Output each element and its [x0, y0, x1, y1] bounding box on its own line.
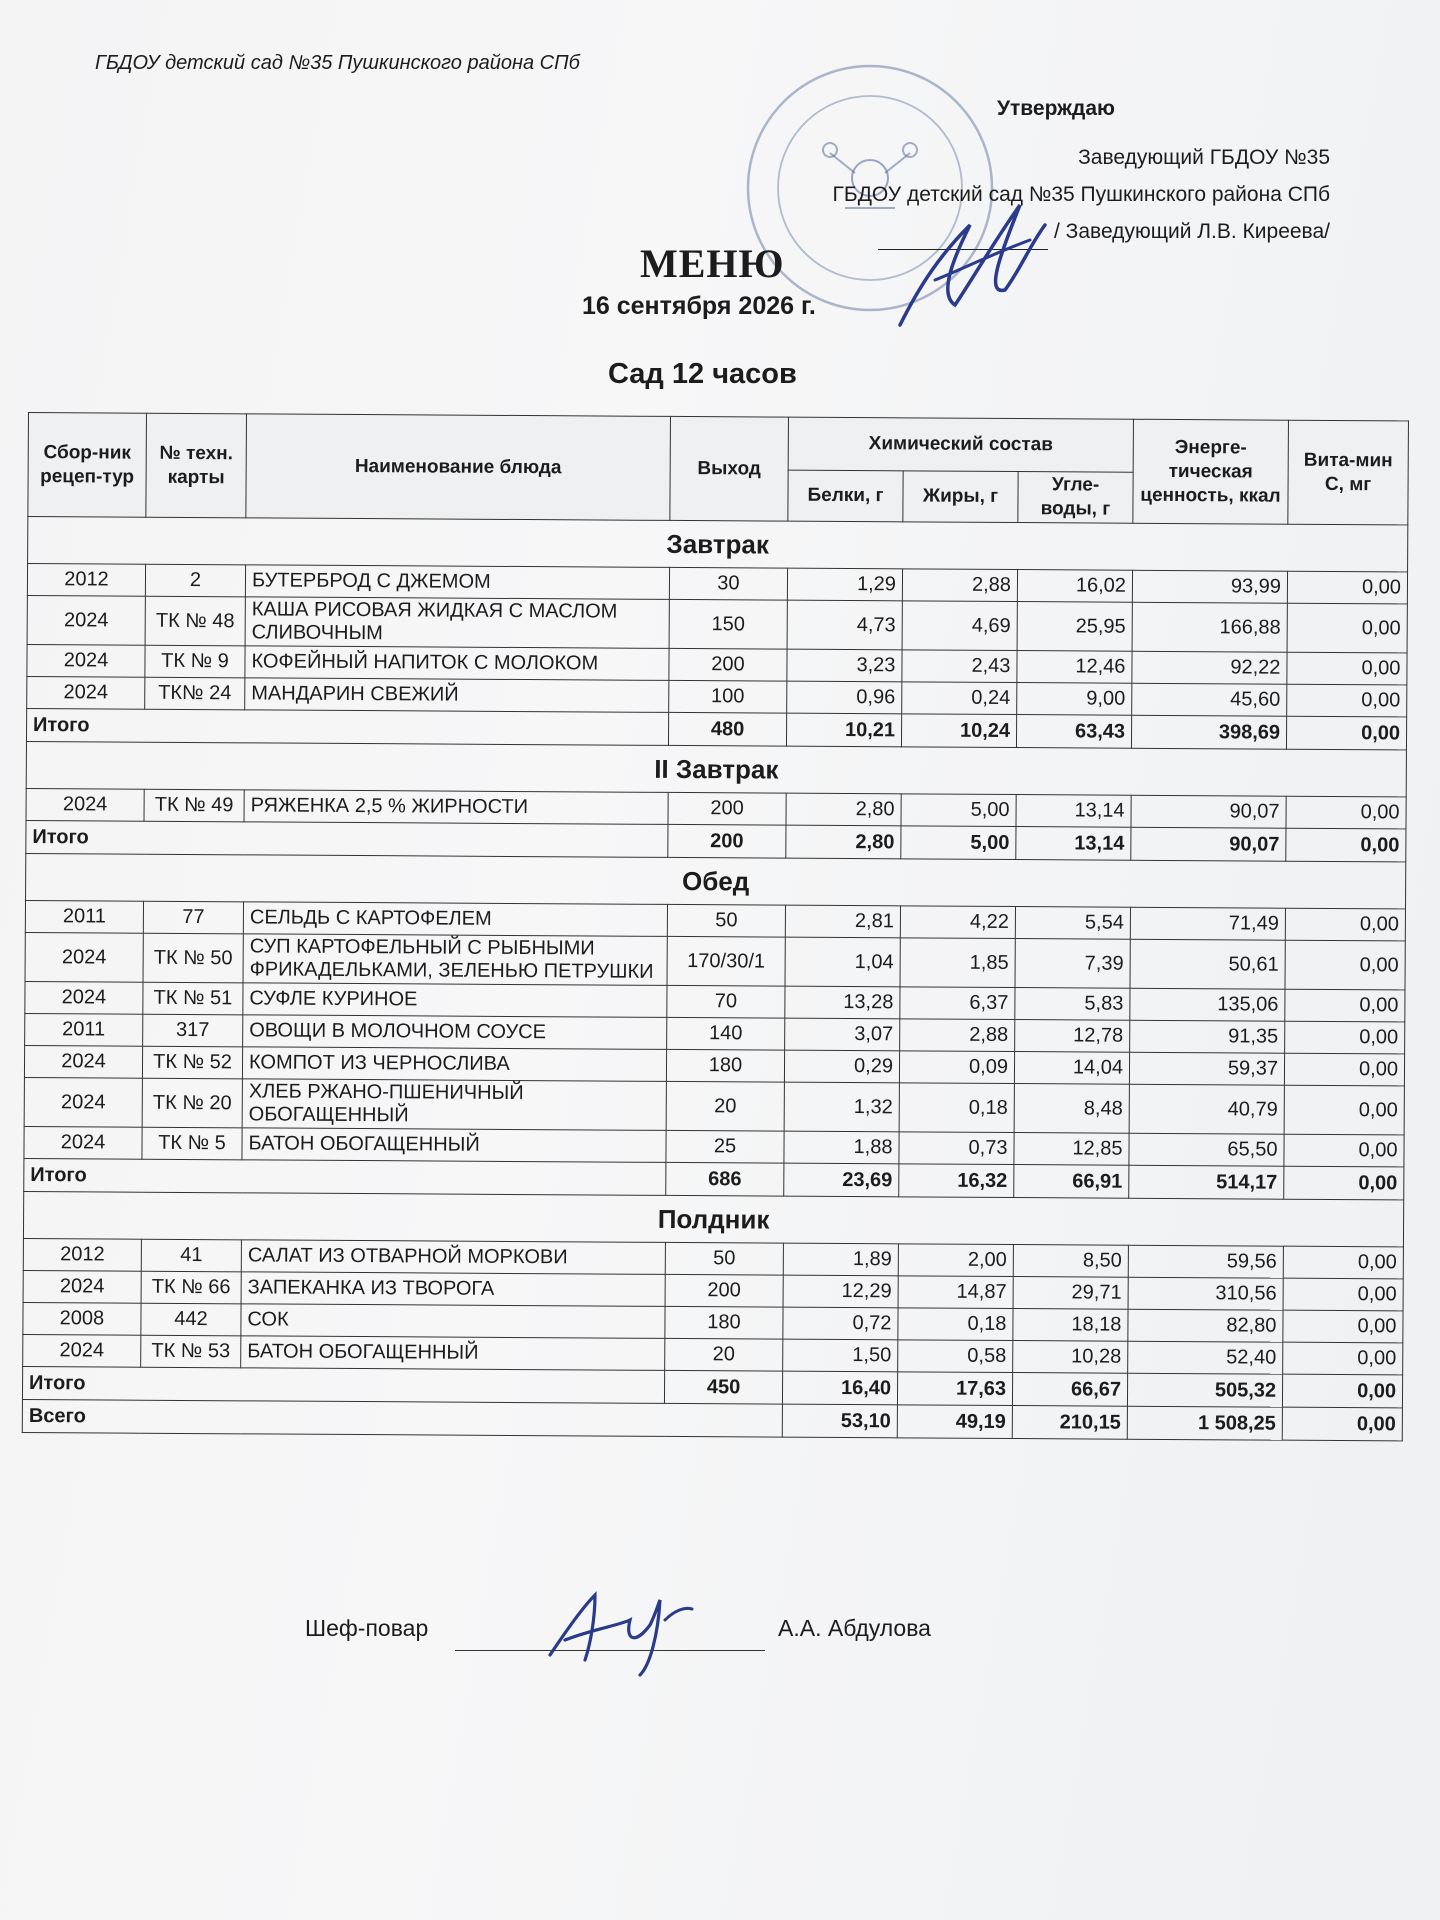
col-chem: Химический состав	[788, 417, 1133, 472]
cell-dish: БАТОН ОБОГАЩЕННЫЙ	[241, 1336, 665, 1371]
cell-collection: 2024	[27, 676, 145, 709]
table-header	[28, 413, 1409, 525]
table-body	[22, 517, 1408, 1441]
cell-carbs: 66,91	[1014, 1165, 1129, 1199]
cell-carbs: 210,15	[1012, 1406, 1127, 1440]
total-label: Итого	[24, 1158, 666, 1195]
cell-dish: БУТЕРБРОД С ДЖЕМОМ	[245, 565, 669, 600]
section-row	[28, 517, 1408, 572]
cell-fat: 0,58	[898, 1340, 1013, 1373]
cell-collection: 2024	[23, 1270, 141, 1303]
cell-fat: 4,22	[900, 906, 1015, 939]
cell-card: ТК № 52	[142, 1046, 242, 1079]
cell-collection: 2024	[27, 595, 145, 645]
section-title: Завтрак	[28, 517, 1408, 572]
approver-name: / Заведующий Л.В. Киреева/	[1054, 220, 1330, 243]
total-label: Итого	[22, 1366, 664, 1403]
cell-fat: 0,18	[899, 1083, 1014, 1133]
cell-energy: 93,99	[1132, 570, 1287, 603]
menu-date: 16 сентября 2026 г.	[582, 292, 816, 320]
cell-carbs: 10,28	[1013, 1341, 1128, 1374]
cell-yield: 200	[668, 792, 786, 825]
grand-total-label: Всего	[22, 1399, 782, 1437]
cell-yield: 200	[668, 824, 786, 858]
cell-card: ТК № 48	[145, 596, 245, 646]
col-vitamin: Вита-мин С, мг	[1288, 420, 1409, 525]
cell-carbs: 7,39	[1015, 939, 1130, 989]
cell-carbs: 5,54	[1015, 907, 1130, 940]
cell-card: 41	[141, 1239, 241, 1272]
cell-vitamin: 0,00	[1286, 796, 1406, 829]
approve-title: Утверждаю	[996, 97, 1115, 120]
cell-protein: 2,81	[785, 905, 900, 938]
cell-yield: 20	[665, 1338, 783, 1371]
cell-yield: 200	[665, 1274, 783, 1307]
cell-dish: СУФЛЕ КУРИНОЕ	[243, 983, 667, 1018]
cell-energy: 82,80	[1128, 1309, 1283, 1342]
cell-vitamin: 0,00	[1284, 1166, 1404, 1200]
cell-carbs: 9,00	[1017, 683, 1132, 716]
table-row	[27, 595, 1407, 652]
cell-vitamin: 0,00	[1283, 1246, 1403, 1279]
cell-yield: 450	[664, 1370, 782, 1404]
cell-dish: КОМПОТ ИЗ ЧЕРНОСЛИВА	[242, 1047, 666, 1082]
cell-carbs: 14,04	[1014, 1052, 1129, 1085]
cell-yield: 180	[665, 1306, 783, 1339]
cell-yield: 50	[667, 904, 785, 937]
cell-yield: 70	[667, 985, 785, 1018]
cell-energy: 65,50	[1129, 1133, 1284, 1166]
cell-protein: 1,88	[784, 1131, 899, 1164]
total-label: Итого	[26, 820, 668, 857]
section-row	[23, 1191, 1403, 1246]
cell-carbs: 63,43	[1016, 715, 1131, 749]
cell-card: ТК№ 24	[145, 677, 245, 710]
cell-protein: 1,04	[785, 937, 900, 987]
cell-fat: 0,09	[899, 1051, 1014, 1084]
cell-carbs: 12,78	[1015, 1020, 1130, 1053]
cell-yield: 480	[668, 712, 786, 746]
cell-protein: 3,23	[787, 649, 902, 682]
section-title: Обед	[26, 853, 1406, 908]
cell-protein: 0,72	[783, 1307, 898, 1340]
cell-energy: 1 508,25	[1127, 1406, 1282, 1440]
menu-table	[22, 412, 1409, 1441]
cell-fat: 49,19	[897, 1405, 1012, 1439]
cell-protein: 13,28	[785, 986, 900, 1019]
cell-card: ТК № 50	[143, 933, 243, 983]
cell-vitamin: 0,00	[1286, 716, 1406, 750]
cell-energy: 90,07	[1131, 827, 1286, 861]
cell-collection: 2011	[25, 900, 143, 933]
cell-vitamin: 0,00	[1285, 989, 1405, 1022]
cell-dish: ОВОЩИ В МОЛОЧНОМ СОУСЕ	[243, 1015, 667, 1050]
cell-energy: 398,69	[1131, 715, 1286, 749]
cell-protein: 23,69	[784, 1163, 899, 1197]
table-row	[24, 1077, 1404, 1134]
col-card: № техн. карты	[146, 413, 247, 518]
organization-name: ГБДОУ детский сад №35 Пушкинского района СПб	[95, 52, 580, 74]
cell-yield: 50	[665, 1242, 783, 1275]
cell-yield: 200	[669, 648, 787, 681]
cell-dish: ХЛЕБ РЖАНО-ПШЕНИЧНЫЙ ОБОГАЩЕННЫЙ	[242, 1079, 666, 1131]
cell-yield: 30	[669, 567, 787, 600]
cell-vitamin: 0,00	[1283, 1278, 1403, 1311]
cell-carbs: 8,48	[1014, 1084, 1129, 1134]
cell-dish: РЯЖЕНКА 2,5 % ЖИРНОСТИ	[244, 790, 668, 825]
chef-name: А.А. Абдулова	[778, 1615, 931, 1641]
cell-vitamin: 0,00	[1282, 1407, 1402, 1441]
cell-energy: 52,40	[1128, 1341, 1283, 1374]
cell-dish: МАНДАРИН СВЕЖИЙ	[245, 678, 669, 713]
cell-vitamin: 0,00	[1287, 603, 1407, 653]
cell-carbs: 13,14	[1016, 795, 1131, 828]
cell-protein: 0,29	[784, 1050, 899, 1083]
cell-fat: 14,87	[898, 1276, 1013, 1309]
cell-vitamin: 0,00	[1285, 940, 1405, 990]
cell-yield: 170/30/1	[667, 936, 785, 986]
cell-fat: 4,69	[902, 601, 1017, 651]
cell-energy: 45,60	[1132, 683, 1287, 716]
cell-fat: 5,00	[901, 794, 1016, 827]
cell-protein: 12,29	[783, 1275, 898, 1308]
cell-card: 77	[143, 901, 243, 934]
cell-vitamin: 0,00	[1282, 1374, 1402, 1408]
col-yield: Выход	[670, 416, 789, 521]
cell-fat: 16,32	[899, 1164, 1014, 1198]
cell-collection: 2024	[25, 981, 143, 1014]
cell-card: ТК № 66	[141, 1271, 241, 1304]
cell-energy: 505,32	[1127, 1373, 1282, 1407]
cell-protein: 10,21	[786, 713, 901, 747]
approve-line-2: ГБДОУ детский сад №35 Пушкинского района СПб	[832, 183, 1330, 206]
cell-fat: 10,24	[901, 714, 1016, 748]
col-dish: Наименование блюда	[246, 414, 671, 521]
cell-card: 317	[143, 1014, 243, 1047]
cell-protein: 1,89	[783, 1243, 898, 1276]
cell-vitamin: 0,00	[1285, 1021, 1405, 1054]
director-signature	[880, 185, 1060, 335]
cell-protein: 1,50	[783, 1339, 898, 1372]
cell-protein: 4,73	[787, 600, 902, 650]
cell-collection: 2012	[27, 564, 145, 597]
cell-collection: 2024	[27, 644, 145, 677]
cell-protein: 0,96	[787, 681, 902, 714]
cell-carbs: 8,50	[1013, 1245, 1128, 1278]
cell-dish: БАТОН ОБОГАЩЕННЫЙ	[242, 1128, 666, 1163]
cell-card: ТК № 20	[142, 1078, 242, 1128]
cell-energy: 50,61	[1130, 939, 1285, 989]
cell-protein: 2,80	[786, 825, 901, 859]
cell-carbs: 29,71	[1013, 1277, 1128, 1310]
cell-fat: 0,73	[899, 1132, 1014, 1165]
cell-energy: 514,17	[1129, 1165, 1284, 1199]
cell-yield: 180	[666, 1049, 784, 1082]
chef-signature	[540, 1585, 710, 1680]
cell-vitamin: 0,00	[1284, 1053, 1404, 1086]
cell-vitamin: 0,00	[1286, 828, 1406, 862]
cell-collection: 2008	[23, 1302, 141, 1335]
col-protein: Белки, г	[788, 470, 903, 522]
cell-yield: 100	[669, 680, 787, 713]
cell-card: ТК № 51	[143, 982, 243, 1015]
cell-fat: 0,18	[898, 1308, 1013, 1341]
cell-dish: ЗАПЕКАНКА ИЗ ТВОРОГА	[241, 1272, 665, 1307]
chef-label: Шеф-повар	[305, 1615, 429, 1641]
cell-collection: 2024	[25, 932, 143, 982]
cell-vitamin: 0,00	[1287, 684, 1407, 717]
cell-collection: 2024	[24, 1045, 142, 1078]
cell-carbs: 5,83	[1015, 988, 1130, 1021]
cell-collection: 2024	[23, 1334, 141, 1367]
cell-carbs: 25,95	[1017, 602, 1132, 652]
cell-yield: 150	[669, 599, 787, 649]
cell-protein: 16,40	[782, 1371, 897, 1405]
cell-dish: СЕЛЬДЬ С КАРТОФЕЛЕМ	[243, 902, 667, 937]
cell-protein: 1,29	[787, 568, 902, 601]
col-collection: Сбор-ник рецеп-тур	[28, 413, 147, 518]
cell-vitamin: 0,00	[1284, 1085, 1404, 1135]
cell-collection: 2012	[23, 1238, 141, 1271]
cell-card: ТК № 53	[141, 1335, 241, 1368]
cell-vitamin: 0,00	[1283, 1310, 1403, 1343]
table-row	[25, 932, 1405, 989]
cell-vitamin: 0,00	[1287, 571, 1407, 604]
cell-dish: СУП КАРТОФЕЛЬНЫЙ С РЫБНЫМИ ФРИКАДЕЛЬКАМИ, ЗЕЛЕНЬЮ ПЕТРУШКИ	[243, 934, 667, 986]
cell-card: ТК № 5	[142, 1127, 242, 1160]
cell-card: 442	[141, 1303, 241, 1336]
col-energy: Энерге-тическая ценность, ккал	[1133, 419, 1289, 524]
cell-fat: 17,63	[897, 1372, 1012, 1406]
cell-vitamin: 0,00	[1285, 908, 1405, 941]
section-title: Полдник	[23, 1191, 1403, 1246]
cell-protein: 2,80	[786, 793, 901, 826]
cell-fat: 1,85	[900, 938, 1015, 988]
cell-carbs: 13,14	[1016, 827, 1131, 861]
cell-card: ТК № 49	[144, 789, 244, 822]
cell-collection: 2011	[25, 1013, 143, 1046]
cell-protein: 1,32	[784, 1082, 899, 1132]
cell-energy: 310,56	[1128, 1277, 1283, 1310]
approve-line-1: Заведующий ГБДОУ №35	[1078, 146, 1330, 169]
cell-dish: КОФЕЙНЫЙ НАПИТОК С МОЛОКОМ	[245, 646, 669, 681]
cell-collection: 2024	[26, 788, 144, 821]
cell-energy: 90,07	[1131, 795, 1286, 828]
grand-total-row	[22, 1399, 1402, 1440]
cell-collection: 2024	[24, 1077, 142, 1127]
cell-vitamin: 0,00	[1287, 652, 1407, 685]
cell-vitamin: 0,00	[1284, 1134, 1404, 1167]
cell-carbs: 12,85	[1014, 1133, 1129, 1166]
cell-fat: 2,88	[900, 1019, 1015, 1052]
section-row	[26, 853, 1406, 908]
cell-vitamin: 0,00	[1283, 1342, 1403, 1375]
cell-protein: 53,10	[782, 1404, 897, 1438]
cell-energy: 59,56	[1128, 1245, 1283, 1278]
section-row	[26, 741, 1406, 796]
col-fat: Жиры, г	[903, 471, 1018, 523]
cell-fat: 6,37	[900, 987, 1015, 1020]
cell-fat: 2,88	[902, 569, 1017, 602]
cell-energy: 71,49	[1130, 907, 1285, 940]
cell-dish: СОК	[241, 1304, 665, 1339]
cell-energy: 166,88	[1132, 602, 1287, 652]
cell-collection: 2024	[24, 1126, 142, 1159]
page-title: МЕНЮ	[640, 241, 785, 286]
cell-energy: 135,06	[1130, 988, 1285, 1021]
cell-carbs: 12,46	[1017, 651, 1132, 684]
cell-fat: 0,24	[902, 682, 1017, 715]
cell-yield: 140	[667, 1017, 785, 1050]
cell-protein: 3,07	[785, 1018, 900, 1051]
cell-carbs: 16,02	[1017, 570, 1132, 603]
cell-fat: 5,00	[901, 826, 1016, 860]
total-label: Итого	[26, 708, 668, 745]
cell-carbs: 18,18	[1013, 1309, 1128, 1342]
cell-yield: 20	[666, 1081, 784, 1131]
cell-energy: 40,79	[1129, 1084, 1284, 1134]
cell-dish: КАША РИСОВАЯ ЖИДКАЯ С МАСЛОМ СЛИВОЧНЫМ	[245, 597, 669, 649]
cell-carbs: 66,67	[1012, 1373, 1127, 1407]
cell-yield: 686	[666, 1162, 784, 1196]
cell-energy: 92,22	[1132, 651, 1287, 684]
cell-energy: 91,35	[1130, 1020, 1285, 1053]
section-title: II Завтрак	[26, 741, 1406, 796]
cell-dish: САЛАТ ИЗ ОТВАРНОЙ МОРКОВИ	[241, 1240, 665, 1275]
cell-fat: 2,00	[898, 1244, 1013, 1277]
col-carbs: Угле-воды, г	[1018, 472, 1133, 524]
cell-card: 2	[145, 564, 245, 597]
cell-energy: 59,37	[1129, 1052, 1284, 1085]
menu-subtitle: Сад 12 часов	[608, 358, 797, 390]
cell-card: ТК № 9	[145, 645, 245, 678]
cell-yield: 25	[666, 1130, 784, 1163]
cell-fat: 2,43	[902, 650, 1017, 683]
